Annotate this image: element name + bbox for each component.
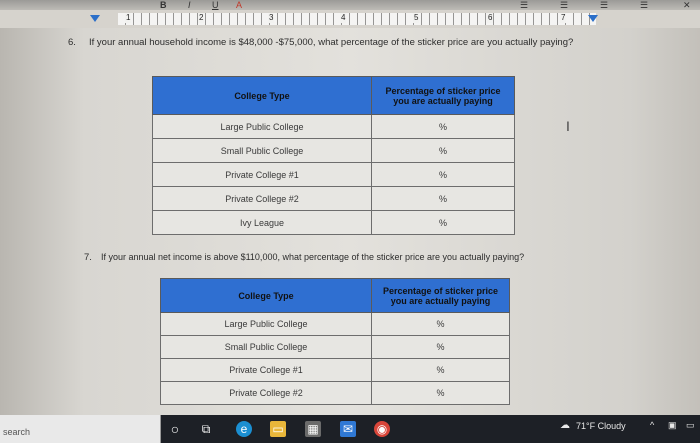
college-type-cell: Private College #2 [153,187,372,211]
ruler-number: 3 [269,13,274,22]
search-placeholder: search [3,427,31,437]
question-7-text: If your annual net income is above $110,000, what percentage of the sticker price are you actually paying? [101,252,525,262]
file-explorer-icon[interactable]: ▭ [270,421,286,437]
college-type-cell: Private College #1 [161,359,372,382]
percentage-cell[interactable]: % [372,336,510,359]
ruler-number: 2 [199,13,204,22]
align-icon[interactable]: ☰ [600,0,609,10]
start-icon[interactable]: ○ [170,421,180,437]
chevron-up-icon[interactable]: ^ [650,420,655,430]
question-7-number: 7. [84,252,92,263]
italic-icon[interactable]: I [188,0,191,10]
ruler-number: 5 [414,13,419,22]
question-7-table [160,278,510,405]
table-row [153,211,515,235]
font-color-icon[interactable]: A [236,0,243,10]
percentage-cell[interactable]: % [372,139,515,163]
store-icon[interactable]: ▦ [305,421,321,437]
weather-status[interactable]: 71°F Cloudy [576,421,626,431]
numbering-icon[interactable]: ☰ [560,0,569,10]
college-type-cell: Small Public College [153,139,372,163]
college-type-cell: Private College #1 [153,163,372,187]
document-page[interactable] [0,28,700,415]
question-6-table [152,76,515,235]
college-type-cell: Large Public College [161,313,372,336]
table-row [153,163,515,187]
text-cursor-icon: I [566,118,570,134]
percentage-cell[interactable]: % [372,382,510,405]
column-header-percentage: Percentage of sticker price you are actually paying [372,279,510,313]
weather-icon[interactable]: ☁ [560,420,570,431]
taskbar [0,415,700,443]
ruler-number: 7 [561,13,566,22]
taskbar-search-input[interactable] [0,415,161,443]
ruler-number: 6 [488,13,493,22]
left-indent-marker[interactable] [90,15,100,22]
table-row [153,115,515,139]
table-row [153,139,515,163]
ruler-number: 4 [341,13,346,22]
column-header-percentage: Percentage of sticker price you are actually paying [372,77,515,115]
mail-icon[interactable]: ✉ [340,421,356,437]
question-6-text: If your annual household income is $48,000 -$75,000, what percentage of the sticker price are you actually paying? [89,37,574,48]
college-type-cell: Small Public College [161,336,372,359]
percentage-cell[interactable]: % [372,115,515,139]
ruler-number: 1 [126,13,131,22]
table-row [153,187,515,211]
question-6-number: 6. [68,37,76,48]
justify-icon[interactable]: ☰ [640,0,649,10]
percentage-cell[interactable]: % [372,187,515,211]
table-row [161,359,510,382]
ribbon-strip [0,0,700,10]
college-type-cell: Ivy League [153,211,372,235]
column-header-college-type: College Type [153,77,372,115]
percentage-cell[interactable]: % [372,359,510,382]
column-header-college-type: College Type [161,279,372,313]
table-row [161,313,510,336]
percentage-cell[interactable]: % [372,313,510,336]
percentage-cell[interactable]: % [372,211,515,235]
underline-icon[interactable]: U [212,0,219,10]
ruler[interactable] [0,10,700,29]
table-row [161,382,510,405]
table-row [161,336,510,359]
right-indent-marker[interactable] [588,15,598,22]
percentage-cell[interactable]: % [372,163,515,187]
close-icon[interactable]: ✕ [683,0,691,10]
edge-icon[interactable]: e [236,421,252,437]
ruler-scale [118,13,596,25]
task-view-icon[interactable]: ⧉ [201,422,211,436]
college-type-cell: Private College #2 [161,382,372,405]
bullets-icon[interactable]: ☰ [520,0,529,10]
battery-icon[interactable]: ▭ [686,420,695,430]
college-type-cell: Large Public College [153,115,372,139]
network-icon[interactable]: ▣ [668,420,677,430]
chrome-icon[interactable]: ◉ [374,421,390,437]
bold-icon[interactable]: B [160,0,167,10]
